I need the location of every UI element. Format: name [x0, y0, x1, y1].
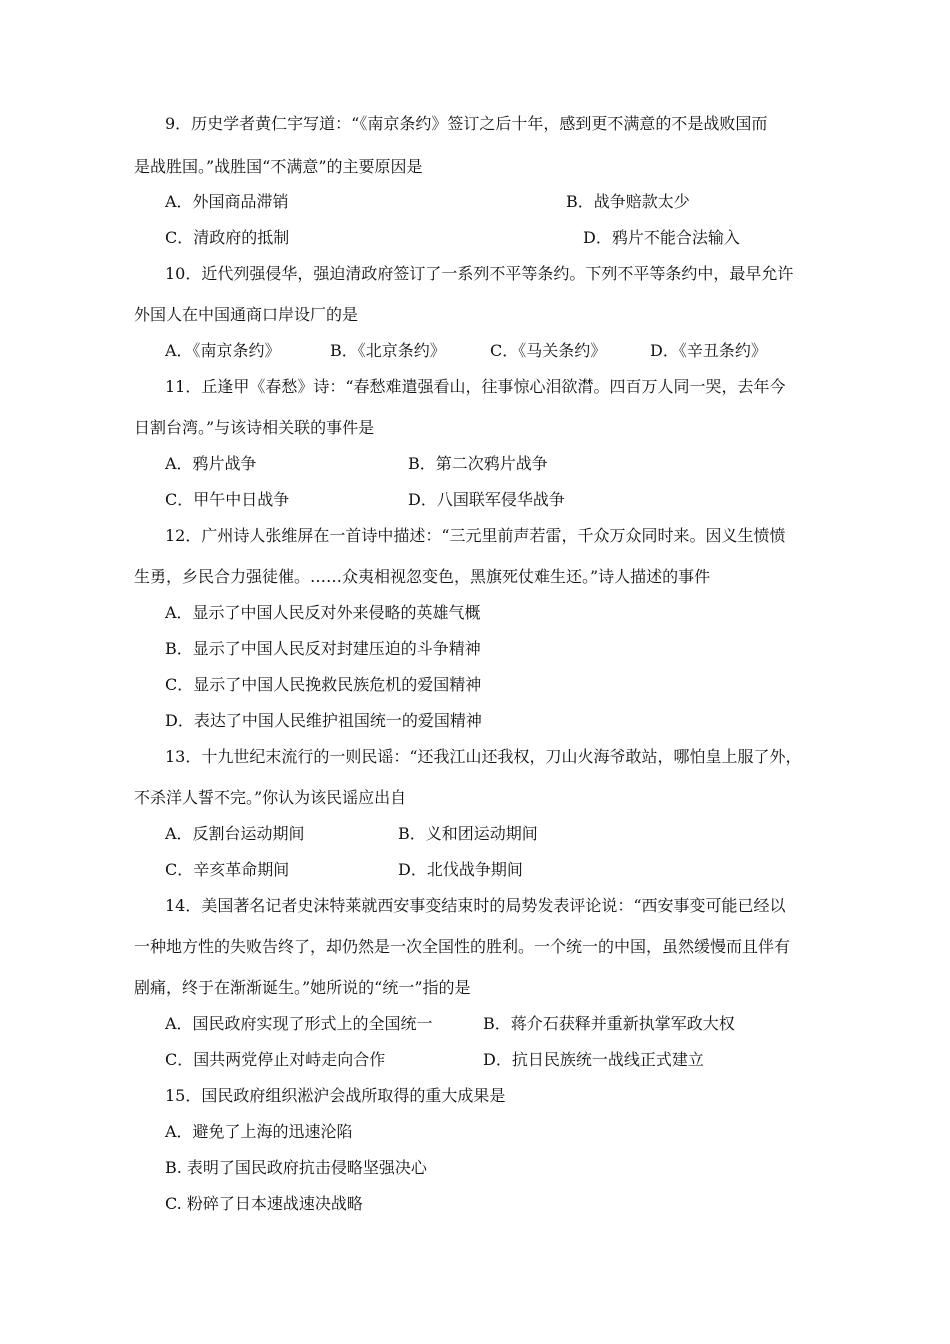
question-11-option-b: B．第二次鸦片战争 [408, 454, 548, 473]
question-14-stem-line-2: 一种地方性的失败告终了，却仍然是一次全国性的胜利。一个统一的中国，虽然缓慢而且伴有 [134, 937, 791, 956]
question-12-option-a: A．显示了中国人民反对外来侵略的英雄气概 [165, 603, 481, 622]
question-10-stem-line-1: 10．近代列强侵华，强迫清政府签订了一系列不平等条约。下列不平等条约中，最早允许 [165, 264, 794, 283]
question-13-stem-line-2: 不杀洋人誓不完。”你认为该民谣应出自 [134, 788, 407, 807]
question-10-stem-line-2: 外国人在中国通商口岸设厂的是 [134, 305, 359, 324]
question-14-stem-line-1: 14．美国著名记者史沫特莱就西安事变结束时的局势发表评论说：“西安事变可能已经以 [165, 896, 786, 915]
question-9-option-c: C．清政府的抵制 [165, 228, 290, 247]
question-14-option-a: A．国民政府实现了形式上的全国统一 [165, 1014, 433, 1033]
question-12-option-d: D．表达了中国人民维护祖国统一的爱国精神 [165, 711, 482, 730]
question-11-stem-line-1: 11．丘逢甲《春愁》诗：“春愁难遣强看山，往事惊心泪欲潸。四百万人同一哭，去年今 [165, 377, 786, 396]
question-10-option-c: C．《马关条约》 [490, 341, 607, 360]
question-10-option-b: B．《北京条约》 [330, 341, 446, 360]
question-13-option-d: D．北伐战争期间 [398, 860, 523, 879]
question-11-option-a: A．鸦片战争 [165, 454, 257, 473]
question-10-option-a: A．《南京条约》 [165, 341, 281, 360]
question-15-stem-line-1: 15．国民政府组织淞沪会战所取得的重大成果是 [165, 1086, 506, 1105]
question-14-stem-line-3: 剧痛，终于在渐渐诞生。”她所说的“统一”指的是 [134, 978, 471, 997]
question-14-option-d: D．抗日民族统一战线正式建立 [483, 1050, 704, 1069]
question-11-option-c: C．甲午中日战争 [165, 490, 290, 509]
question-12-stem-line-2: 生勇，乡民合力强徒催。……众夷相视忽变色，黑旗死仗难生还。”诗人描述的事件 [134, 567, 711, 586]
question-9-stem-line-2: 是战胜国。”战胜国“不满意”的主要原因是 [134, 157, 423, 176]
question-13-stem-line-1: 13．十九世纪末流行的一则民谣：“还我江山还我权，刀山火海爷敢站，哪怕皇上服了外， [165, 747, 802, 766]
question-14-option-b: B．蒋介石获释并重新执掌军政大权 [483, 1014, 735, 1033]
question-9-option-b: B．战争赔款太少 [566, 192, 690, 211]
question-13-option-b: B．义和团运动期间 [398, 824, 538, 843]
question-9-stem-line-1: 9．历史学者黄仁宇写道：“《南京条约》签订之后十年，感到更不满意的不是战败国而 [165, 114, 768, 133]
question-13-option-c: C．辛亥革命期间 [165, 860, 290, 879]
question-15-option-c: C. 粉碎了日本速战速决战略 [165, 1194, 363, 1213]
question-12-stem-line-1: 12．广州诗人张维屏在一首诗中描述：“三元里前声若雷，千众万众同时来。因义生愤愤 [165, 526, 786, 545]
question-15-option-a: A．避免了上海的迅速沦陷 [165, 1122, 353, 1141]
question-12-option-b: B．显示了中国人民反对封建压迫的斗争精神 [165, 639, 481, 658]
question-11-option-d: D．八国联军侵华战争 [408, 490, 565, 509]
question-14-option-c: C．国共两党停止对峙走向合作 [165, 1050, 386, 1069]
question-9-option-d: D．鸦片不能合法输入 [583, 228, 740, 247]
question-11-stem-line-2: 日割台湾。”与该诗相关联的事件是 [134, 418, 375, 437]
question-15-option-b: B. 表明了国民政府抗击侵略坚强决心 [165, 1158, 427, 1177]
question-12-option-c: C．显示了中国人民挽救民族危机的爱国精神 [165, 675, 482, 694]
question-9-option-a: A．外国商品滞销 [165, 192, 289, 211]
question-10-option-d: D．《辛丑条约》 [650, 341, 767, 360]
question-13-option-a: A．反割台运动期间 [165, 824, 305, 843]
